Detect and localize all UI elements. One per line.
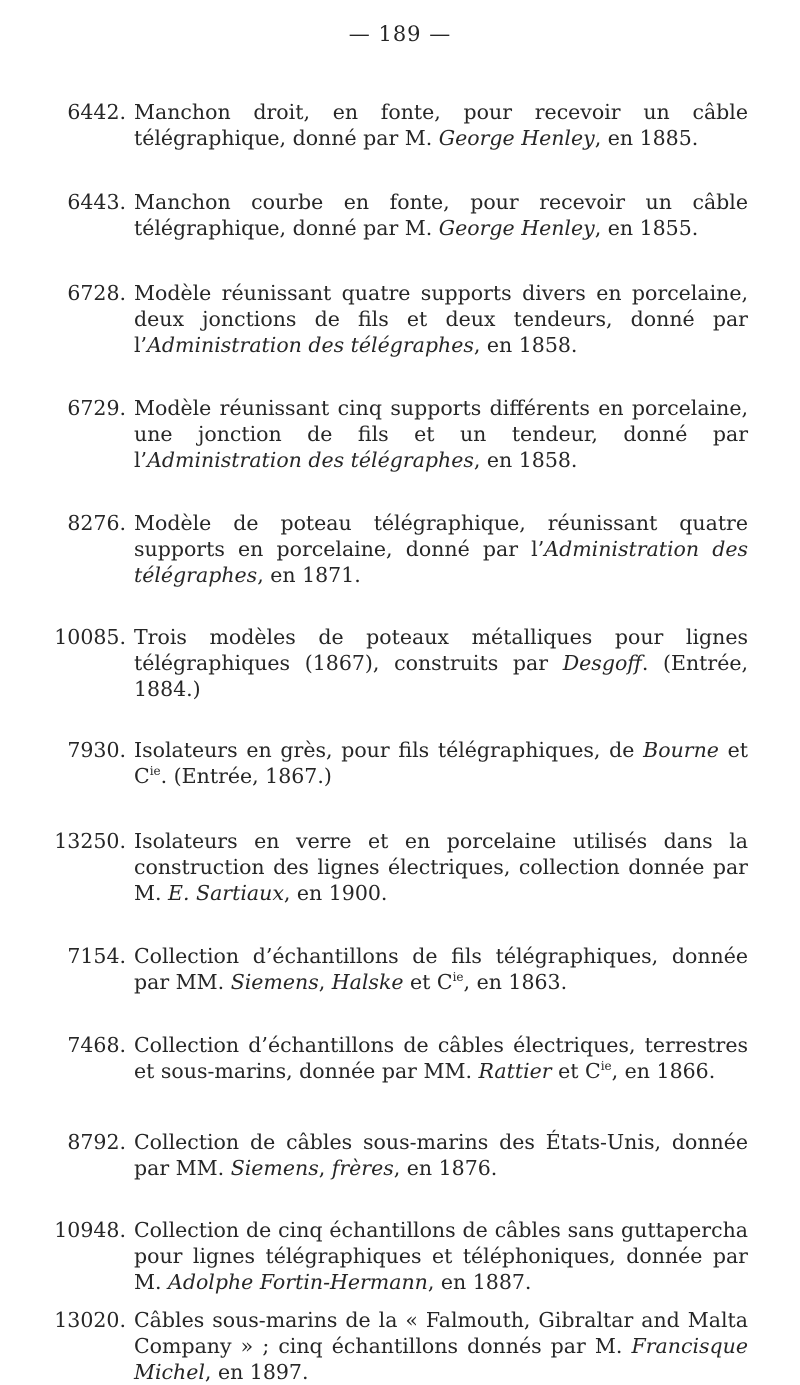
entry-text: Isolateurs en grès, pour fils télégraphiques, de Bourne et $C^{ie}$. (Entrée, 1867.) xyxy=(134,738,748,788)
entry-text: Collection d’échantillons de câbles électriques, terrestres et sous-marins, donnée par MM. Rattier et $C^{ie}$, en 1866. xyxy=(134,1033,748,1083)
entry-number: 13250. xyxy=(54,829,126,853)
entry-text: Collection de câbles sous-marins des États-Unis, donnée par MM. Siemens, frères, en 1876. xyxy=(134,1130,748,1180)
entry-text: Collection de cinq échantillons de câbles sans guttapercha pour lignes télégraphiques et téléphoniques, donnée par M. Adolphe Fortin-Hermann, en 1887. xyxy=(134,1218,748,1294)
entry-number: 6443. xyxy=(67,190,126,214)
entry-text: Manchon droit, en fonte, pour recevoir un câble télégraphique, donné par M. George Henley, en 1885. xyxy=(134,100,748,150)
entry-number: 7930. xyxy=(67,738,126,762)
entry-number: 7154. xyxy=(67,944,126,968)
entry-number: 7468. xyxy=(67,1033,126,1057)
entry-number: 10085. xyxy=(54,625,126,649)
entry-text: Trois modèles de poteaux métalliques pour lignes télégraphiques (1867), construits par Desgoff. (Entrée, 1884.) xyxy=(134,625,748,701)
page-number: — 189 — xyxy=(348,22,452,46)
entry-number: 6728. xyxy=(67,281,126,305)
entry-text: Isolateurs en verre et en porcelaine utilisés dans la construction des lignes électriques, collection donnée par M. E. Sartiaux, en 1900. xyxy=(134,829,748,905)
entry-number: 8276. xyxy=(67,511,126,535)
entry-number: 10948. xyxy=(54,1218,126,1242)
entry-text: Collection d’échantillons de fils télégraphiques, donnée par MM. Siemens, Halske et $C^{ie}$, en 1863. xyxy=(134,944,748,994)
entry-text: Modèle réunissant cinq supports différents en porcelaine, une jonction de fils et un tendeur, donné par l’Administration des télégraphes, en 1858. xyxy=(134,396,748,472)
entry-text: Modèle réunissant quatre supports divers en porcelaine, deux jonctions de fils et deux tendeurs, donné par l’Administration des télégraphes, en 1858. xyxy=(134,281,748,357)
entry-number: 13020. xyxy=(54,1308,126,1332)
entry-text: Manchon courbe en fonte, pour recevoir un câble télégraphique, donné par M. George Henley, en 1855. xyxy=(134,190,748,240)
entry-number: 8792. xyxy=(67,1130,126,1154)
entry-text: Câbles sous-marins de la « Falmouth, Gibraltar and Malta Company » ; cinq échantillons donnés par M. Francisque Michel, en 1897. xyxy=(134,1308,748,1384)
entry-number: 6442. xyxy=(67,100,126,124)
entry-text: Modèle de poteau télégraphique, réunissant quatre supports en porcelaine, donné par l’Administration des télégraphes, en 1871. xyxy=(134,511,748,587)
entry-number: 6729. xyxy=(67,396,126,420)
